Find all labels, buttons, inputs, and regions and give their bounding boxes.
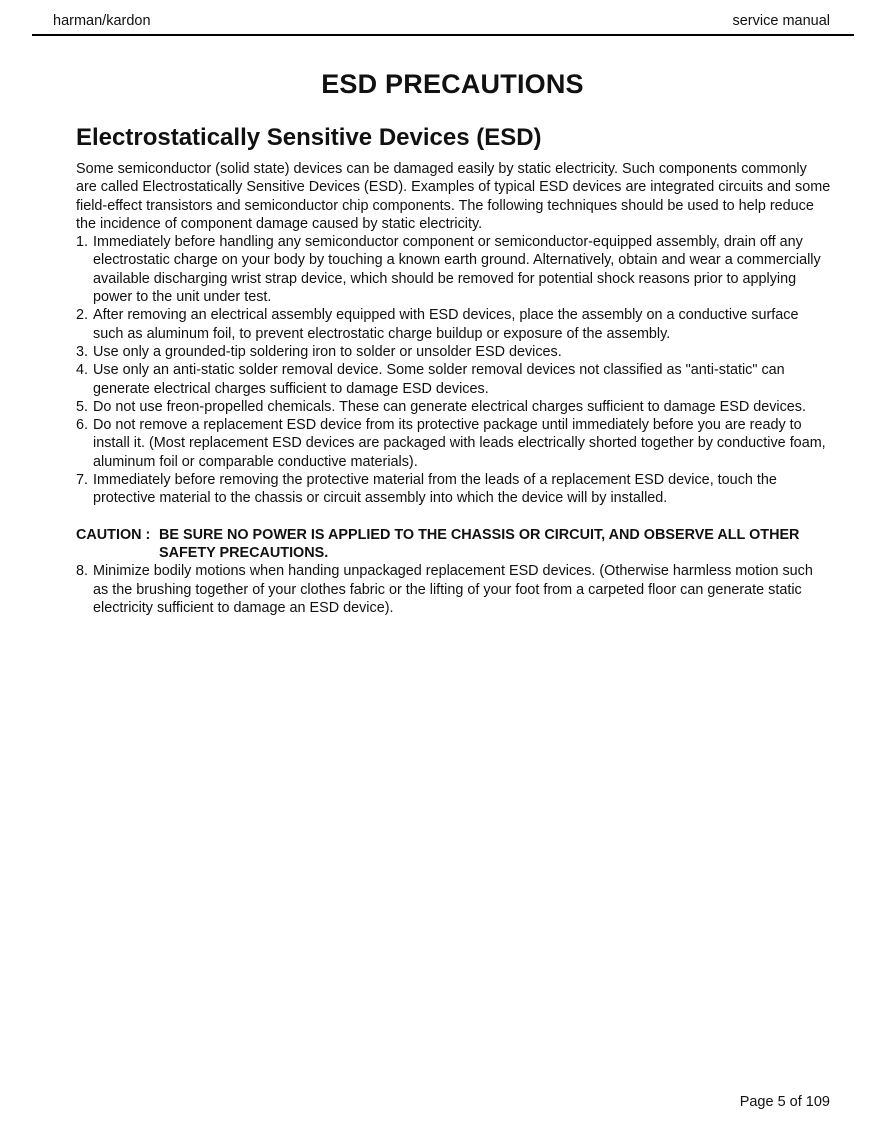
caution-text: BE SURE NO POWER IS APPLIED TO THE CHASSIS OR CIRCUIT, AND OBSERVE ALL OTHER SAFETY PRECAUTIONS. <box>159 526 800 561</box>
item-text: Do not remove a replacement ESD device from its protective package until immediately before you are ready to install it. (Most replacement ESD devices are packaged with leads electrically shorted together by conductive foam, aluminum foil or comparable conductive materials). <box>93 417 826 470</box>
item-text: Use only a grounded-tip soldering iron to solder or unsolder ESD devices. <box>93 343 562 360</box>
item-number: 7. <box>76 472 89 489</box>
item-text: Immediately before handling any semiconductor component or semiconductor-equipped assembly, drain off any electrostatic charge on your body by touching a known earth ground. Alternatively, obtain and wear a commercially available discharging wrist strap device, which should be removed for potential shock reasons prior to applying power to the unit under test. <box>93 234 821 306</box>
item-text: Immediately before removing the protective material from the leads of a replacement ESD device, touch the protective material to the chassis or circuit assembly into which the device will by installed. <box>93 472 777 507</box>
item-number: 1. <box>76 234 89 251</box>
page-number: Page 5 of 109 <box>739 1094 830 1110</box>
item-text: Do not use freon-propelled chemicals. These can generate electrical charges sufficient to damage ESD devices. <box>93 398 806 415</box>
brand-name: harman/kardon <box>53 13 151 29</box>
item-text: Minimize bodily motions when handing unpackaged replacement ESD devices. (Otherwise harmless motion such as the brushing together of your clothes fabric or the lifting of your foot from a carpeted floor can generate static electricity sufficient to damage an ESD device). <box>93 563 813 616</box>
main-content <box>76 121 831 617</box>
list-item <box>76 306 831 343</box>
list-item <box>76 343 831 361</box>
item-text: Use only an anti-static solder removal device. Some solder removal devices not classified as "anti-static" can generate electrical charges sufficient to damage ESD devices. <box>93 362 785 397</box>
item-number: 4. <box>76 362 89 379</box>
caution-notice <box>76 526 831 563</box>
list-item <box>76 562 831 617</box>
list-item <box>76 361 831 398</box>
page-title: ESD PRECAUTIONS <box>321 69 584 99</box>
list-item <box>76 416 831 471</box>
item-text: After removing an electrical assembly equipped with ESD devices, place the assembly on a conductive surface such as aluminum foil, to prevent electrostatic charge buildup or exposure of the assembly. <box>93 307 799 342</box>
section-heading: Electrostatically Sensitive Devices (ESD) <box>76 124 542 151</box>
item-number: 6. <box>76 417 89 434</box>
header-divider <box>32 34 854 36</box>
additional-precautions-list <box>76 562 831 617</box>
item-number: 2. <box>76 307 89 324</box>
list-item <box>76 233 831 306</box>
caution-label: CAUTION : <box>76 526 155 543</box>
precautions-list <box>76 233 831 507</box>
item-number: 3. <box>76 343 89 360</box>
document-type: service manual <box>732 13 830 29</box>
list-item <box>76 471 831 508</box>
intro-paragraph: Some semiconductor (solid state) devices can be damaged easily by static electricity. Such components commonly are called Electrostatically Sensitive Devices (ESD). Examples of typical ESD devices are integrated circuits and some field-effect transistors and semiconductor chip components. The following techniques should be used to help reduce the incidence of component damage caused by static electricity. <box>76 161 831 232</box>
list-item <box>76 398 831 416</box>
item-number: 8. <box>76 563 89 580</box>
item-number: 5. <box>76 398 89 415</box>
